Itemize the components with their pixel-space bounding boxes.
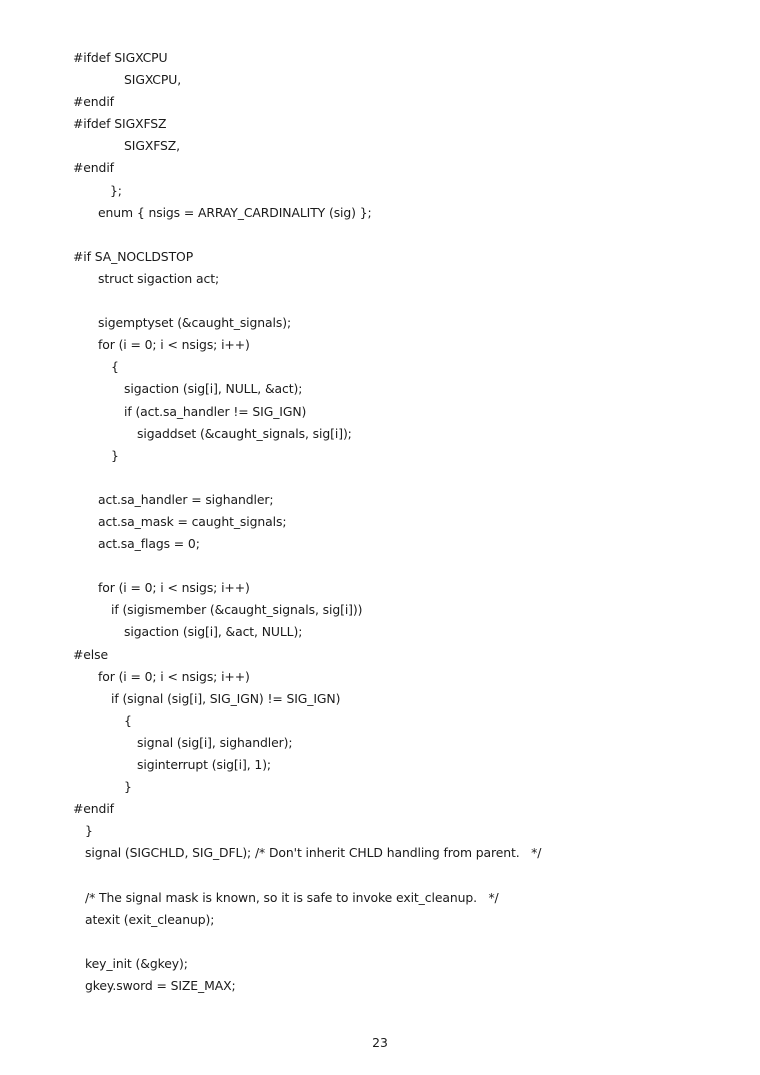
code-line: #endif (73, 94, 114, 110)
code-line: { (124, 712, 132, 728)
code-line: act.sa_mask = caught_signals; (98, 513, 287, 529)
code-line: } (111, 447, 119, 463)
code-line: sigaction (sig[i], &act, NULL); (124, 624, 303, 640)
code-line: for (i = 0; i < nsigs; i++) (98, 668, 250, 684)
code-block (73, 47, 733, 997)
code-line: if (signal (sig[i], SIG_IGN) != SIG_IGN) (111, 690, 341, 706)
code-line (73, 864, 733, 886)
code-line: sigemptyset (&caught_signals); (98, 315, 292, 331)
code-line: }; (110, 182, 122, 198)
code-line: act.sa_handler = sighandler; (98, 491, 274, 507)
code-line: enum { nsigs = ARRAY_CARDINALITY (sig) }; (98, 204, 372, 220)
code-line: #if SA_NOCLDSTOP (73, 248, 194, 264)
page-number: 23 (372, 1035, 388, 1050)
code-line: SIGXCPU, (124, 72, 182, 88)
code-line: #else (73, 646, 109, 662)
code-line: #ifdef SIGXFSZ (73, 116, 167, 132)
code-line (73, 931, 733, 953)
code-line: } (85, 823, 93, 839)
code-line: if (sigismember (&caught_signals, sig[i])) (111, 602, 363, 618)
code-line: #endif (73, 160, 114, 176)
code-line: /* The signal mask is known, so it is safe to invoke exit_cleanup. */ (85, 889, 499, 905)
code-line: for (i = 0; i < nsigs; i++) (98, 580, 250, 596)
code-line: } (124, 779, 132, 795)
code-line: #endif (73, 801, 114, 817)
code-line: key_init (&gkey); (85, 955, 188, 971)
code-line: { (111, 359, 119, 375)
code-line: signal (sig[i], sighandler); (137, 734, 293, 750)
code-line: signal (SIGCHLD, SIG_DFL); /* Don't inherit CHLD handling from parent. */ (85, 845, 542, 861)
code-line: #ifdef SIGXCPU (73, 50, 168, 65)
code-line: atexit (exit_cleanup); (85, 911, 215, 927)
code-line: struct sigaction act; (98, 270, 220, 286)
code-line: siginterrupt (sig[i], 1); (137, 757, 272, 772)
code-line: SIGXFSZ, (124, 138, 181, 154)
code-line (73, 224, 733, 246)
code-line (73, 467, 733, 489)
code-line: if (act.sa_handler != SIG_IGN) (124, 403, 307, 419)
code-line (73, 555, 733, 577)
code-line: for (i = 0; i < nsigs; i++) (98, 337, 250, 353)
code-line: gkey.sword = SIZE_MAX; (85, 977, 236, 993)
code-line: sigaddset (&caught_signals, sig[i]); (137, 425, 352, 441)
code-line: act.sa_flags = 0; (98, 536, 200, 552)
code-line (73, 290, 733, 312)
code-line: sigaction (sig[i], NULL, &act); (124, 381, 303, 397)
